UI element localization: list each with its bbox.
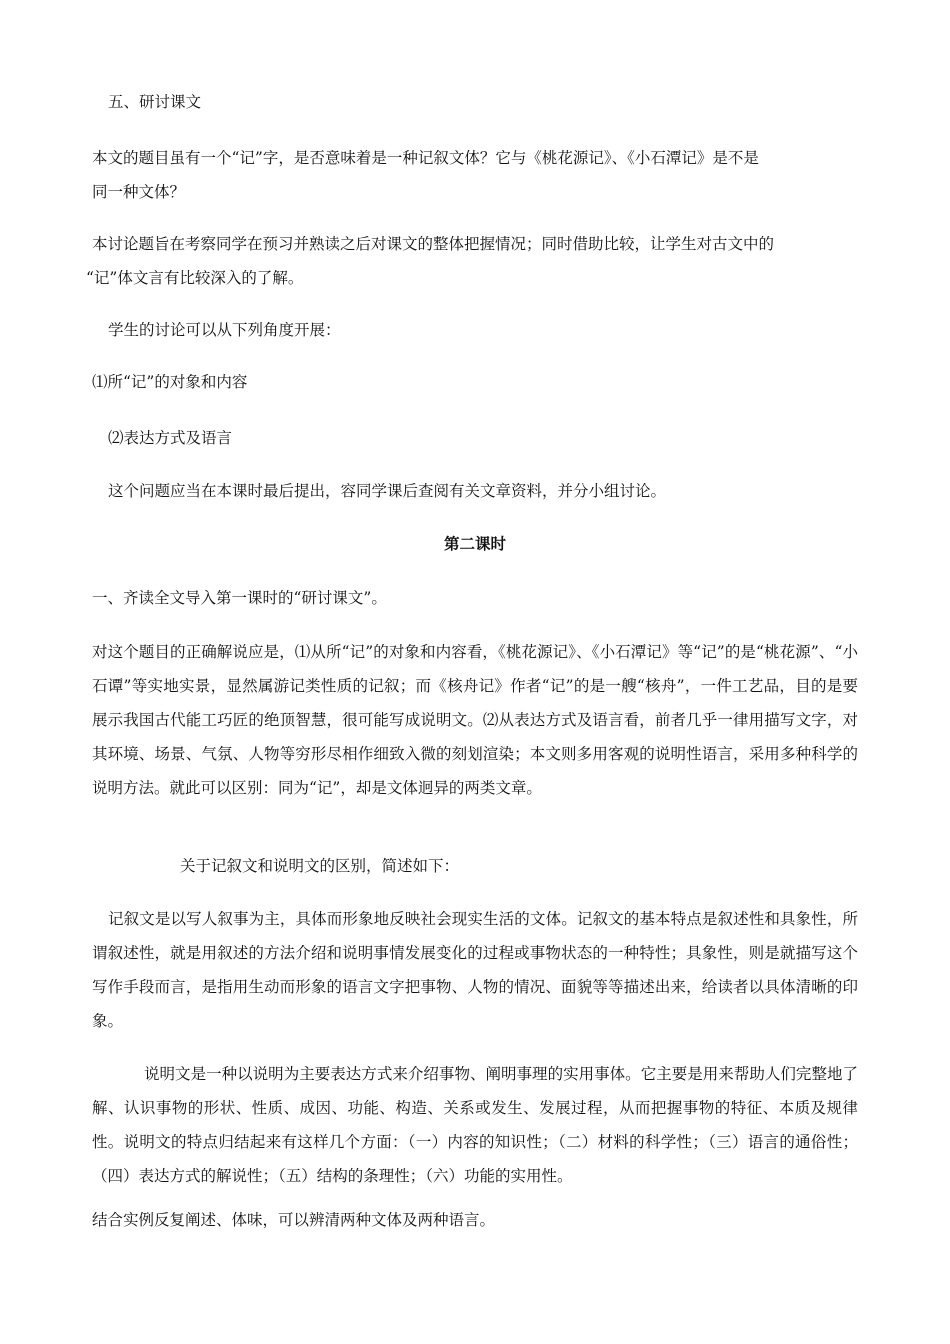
narrative-paragraph: 记叙文是以写人叙事为主，具体而形象地反映社会现实生活的文体。记叙文的基本特点是叙述性和具象性，所谓叙述性，就是用叙述的方法介绍和说明事情发展变化的过程或事物状态的一种特性；具象性，则是就描写这个写作手段而言，是指用生动而形象的语言文字把事物、人物的情况、面貌等等描述出来，给读者以具体清晰的印象。 xyxy=(92,910,858,1030)
expository-paragraph: 说明文是一种以说明为主要表达方式来介绍事物、阐明事理的实用事体。它主要是用来帮助人们完整地了解、认识事物的形状、性质、成因、功能、构造、关系或发生、发展过程，从而把握事物的特征、本质及规律性。说明文的特点归结起来有这样几个方面：（一）内容的知识性；（二）材料的科学性；（三）语言的通俗性；（四）表达方式的解说性；（五）结构的条理性；（六）功能的实用性。 xyxy=(92,1065,858,1185)
lesson-2-answer-paragraph: 对这个题目的正确解说应是，⑴从所“记”的对象和内容看，《桃花源记》、《小石潭记》等“记”的是“桃花源”、“小石谭”等实地实景，显然属游记类性质的记叙；而《核舟记》作者“记”的是一艘“核舟”，一件工艺品，目的是要展示我国古代能工巧匠的绝顶智慧，很可能写成说明文。⑵从表达方式及语言看，前者几乎一律用描写文字，对其环境、场景、气氛、人物等穷形尽相作细致入微的刻划渲染；本文则多用客观的说明性语言，采用多种科学的说明方法。就此可以区别：同为“记”，却是文体迥异的两类文章。 xyxy=(92,643,858,797)
discussion-angle-2: ⑵表达方式及语言 xyxy=(108,429,233,447)
discussion-purpose-line-1: 本讨论题旨在考察同学在预习并熟读之后对课文的整体把握情况；同时借助比较，让学生对古文中的 xyxy=(92,235,775,253)
difference-intro: 关于记叙文和说明文的区别，简述如下： xyxy=(180,857,460,875)
discussion-angles-intro: 学生的讨论可以从下列角度开展： xyxy=(108,321,341,339)
discussion-angle-1: ⑴所“记”的对象和内容 xyxy=(92,373,248,391)
lesson-2-heading: 第二课时 xyxy=(443,534,506,553)
conclusion-line: 结合实例反复阐述、体味，可以辨清两种文体及两种语言。 xyxy=(92,1211,496,1229)
discussion-note: 这个问题应当在本课时最后提出，容同学课后查阅有关文章资料，并分小组讨论。 xyxy=(108,482,667,500)
section-heading-discussion: 五、研讨课文 xyxy=(108,93,202,111)
discussion-purpose-line-2: “记”体文言有比较深入的了解。 xyxy=(86,269,304,287)
discussion-question-line-1: 本文的题目虽有一个“记”字，是否意味着是一种记叙文体？它与《桃花源记》、《小石潭记》是不是 xyxy=(92,149,759,167)
discussion-question-line-2: 同一种文体？ xyxy=(92,183,186,201)
lesson-2-step-1: 一、齐读全文导入第一课时的“研讨课文”。 xyxy=(92,589,387,607)
